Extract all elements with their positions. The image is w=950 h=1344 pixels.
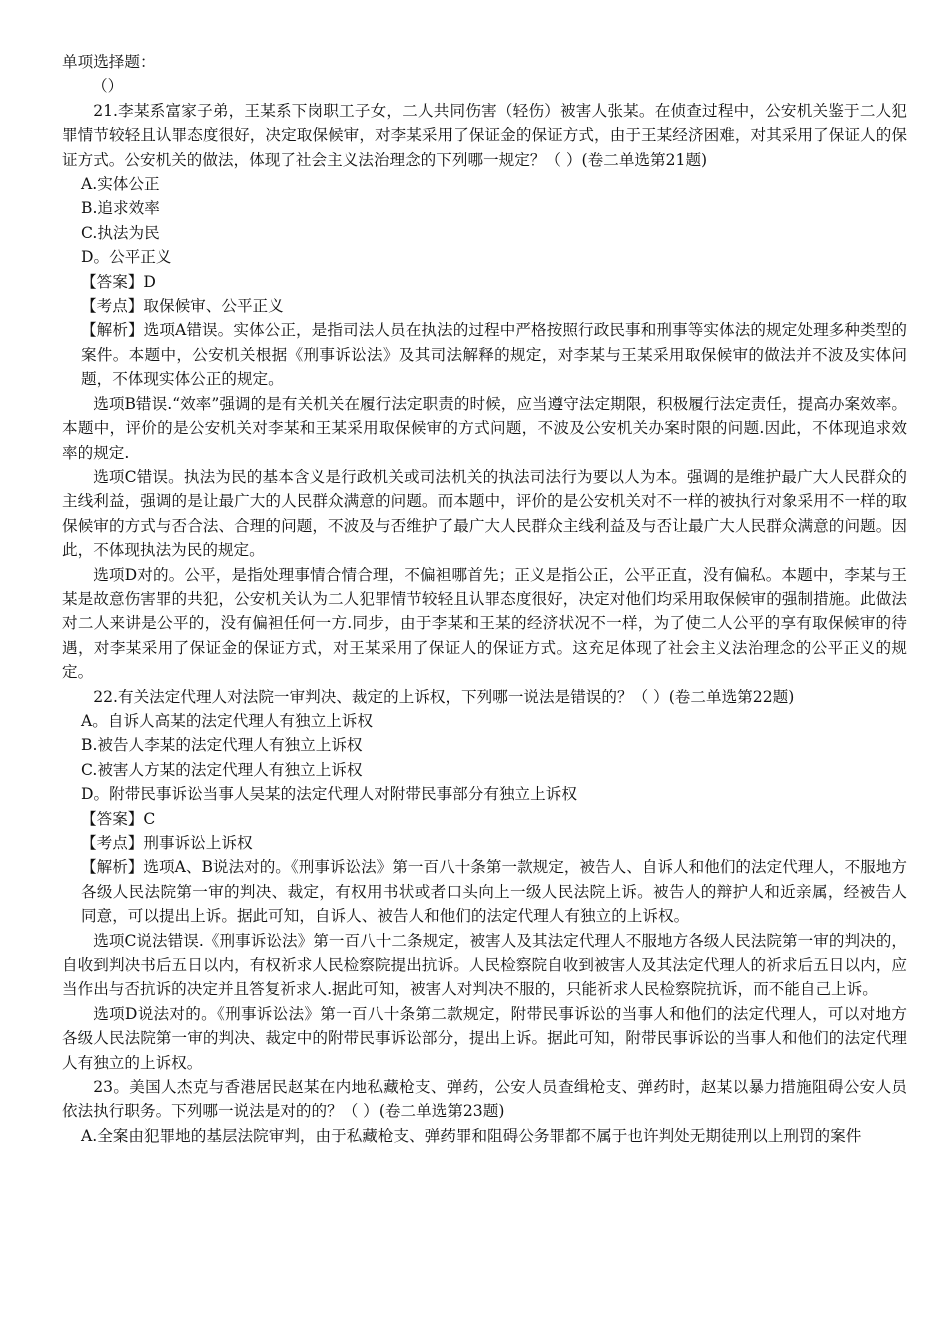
q22-option-b: B.被告人李某的法定代理人有独立上诉权 <box>81 736 363 755</box>
q23-option-a: A.全案由犯罪地的基层法院审判，由于私藏枪支、弹药罪和阻碍公务罪都不属于也许判处无期徒刑以上刑罚的案件 <box>81 1126 862 1145</box>
blank-paren: （） <box>92 77 124 96</box>
q21-analysis-c: 选项C错误。执法为民的基本含义是行政机关或司法机关的执法司法行为要以人为本。强调的是维护最广大人民群众的主线利益，强调的是让最广大的人民群众满意的问题。而本题中，评价的是公安机关对不一样的被执行对象采用不一样的取保候审的方式与否合法、合理的问题，不波及与否维护了最广大人民群众主线利益及与否让最广大人民群众满意的问题。因此，不体现执法为民的规定。 <box>62 467 907 560</box>
q21-point: 【考点】取保候审、公平正义 <box>81 297 284 316</box>
q22-analysis-ab: 【解析】选项A、B说法对的。《刑事诉讼法》第一百八十条第一款规定，被告人、自诉人和他们的法定代理人，不服地方各级人民法院第一审的判决、裁定，有权用书状或者口头向上一级人民法院上诉。被告人的辩护人和近亲属，经被告人同意，可以提出上诉。据此可知，自诉人、被告人和他们的法定代理人有独立的上诉权。 <box>81 858 907 926</box>
q21-answer: 【答案】D <box>81 272 156 291</box>
q22-option-d: D。附带民事诉讼当事人吴某的法定代理人对附带民事部分有独立上诉权 <box>81 785 577 804</box>
q22-option-a: A。自诉人高某的法定代理人有独立上诉权 <box>81 711 373 730</box>
q22-answer: 【答案】C <box>81 809 156 828</box>
q21-option-b: B.追求效率 <box>81 199 160 218</box>
question-21-stem: 21.李某系富家子弟，王某系下岗职工子女，二人共同伤害（轻伤）被害人张某。在侦查过程中，公安机关鉴于二人犯罪情节较轻且认罪态度很好，决定取保候审，对李某采用了保证金的保证方式，由于王某经济困难，对其采用了保证人的保证方式。公安机关的做法，体现了社会主义法治理念的下列哪一规定？（ ）(卷二单选第21题) <box>62 101 907 169</box>
q21-option-d: D。公平正义 <box>81 248 172 267</box>
section-title: 单项选择题： <box>62 53 156 71</box>
q22-analysis-c: 选项C说法错误.《刑事诉讼法》第一百八十二条规定，被害人及其法定代理人不服地方各级人民法院第一审的判决的，自收到判决书后五日以内，有权祈求人民检察院提出抗诉。人民检察院自收到被害人及其法定代理人的祈求后五日以内，应当作出与否抗诉的决定并且答复祈求人.据此可知，被害人对判决不服的，只能祈求人民检察院抗诉，而不能自己上诉。 <box>62 931 907 999</box>
q21-analysis-b: 选项B错误.“效率”强调的是有关机关在履行法定职责的时候，应当遵守法定期限，积极履行法定责任，提高办案效率。本题中，评价的是公安机关对李某和王某采用取保候审的方式问题，不波及公安机关办案时限的问题.因此，不体现追求效率的规定. <box>62 394 907 462</box>
q21-option-c: C.执法为民 <box>81 223 160 242</box>
q22-option-c: C.被害人方某的法定代理人有独立上诉权 <box>81 760 363 779</box>
q22-point: 【考点】刑事诉讼上诉权 <box>81 834 253 852</box>
question-23-stem: 23。美国人杰克与香港居民赵某在内地私藏枪支、弹药，公安人员查缉枪支、弹药时，赵某以暴力措施阻碍公安人员依法执行职务。下列哪一说法是对的的？（ ）(卷二单选第23题) <box>62 1078 907 1121</box>
q21-analysis-d: 选项D对的。公平，是指处理事情合情合理，不偏袒哪首先；正义是指公正，公平正直，没有偏私。本题中，李某与王某是故意伤害罪的共犯，公安机关认为二人犯罪情节较轻且认罪态度很好，决定对他们均采用取保候审的强制措施。此做法对二人来讲是公平的，没有偏袒任何一方.同步，由于李某和王某的经济状况不一样，为了使二人公平的享有取保候审的待遇，对李某采用了保证金的保证方式，对王某采用了保证人的保证方式。这充足体现了社会主义法治理念的公平正义的规定。 <box>62 565 907 682</box>
q22-analysis-d: 选项D说法对的。《刑事诉讼法》第一百八十条第二款规定，附带民事诉讼的当事人和他们的法定代理人，可以对地方各级人民法院第一审的判决、裁定中的附带民事诉讼部分，提出上诉。据此可知，附带民事诉讼的当事人和他们的法定代理人有独立的上诉权。 <box>62 1004 907 1072</box>
question-22-stem: 22.有关法定代理人对法院一审判决、裁定的上诉权，下列哪一说法是错误的？（ ）(卷二单选第22题) <box>93 687 795 706</box>
q21-option-a: A.实体公正 <box>81 175 160 194</box>
q21-analysis-a: 【解析】选项A错误。实体公正，是指司法人员在执法的过程中严格按照行政民事和刑事等实体法的规定处理多种类型的案件。本题中，公安机关根据《刑事诉讼法》及其司法解释的规定，对李某与王某采用取保候审的做法并不波及实体问题，不体现实体公正的规定。 <box>81 321 907 389</box>
document-page <box>62 50 907 1148</box>
